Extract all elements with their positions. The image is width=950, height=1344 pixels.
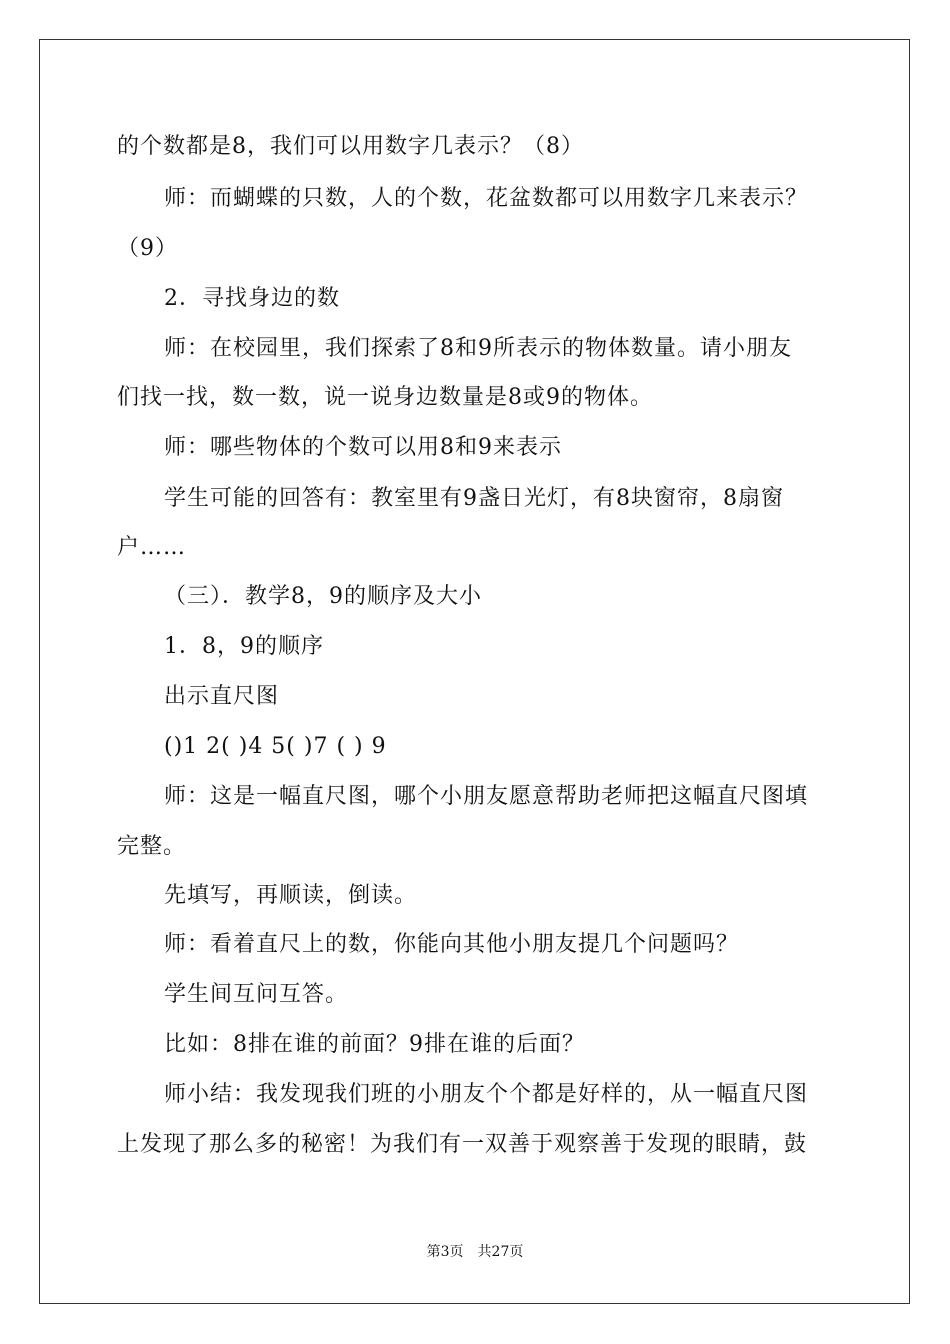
text-line: 1．8，9的顺序 bbox=[164, 634, 324, 659]
text-line: 师：看着直尺上的数，你能向其他小朋友提几个问题吗？ bbox=[164, 932, 740, 957]
text-line: 比如：8排在谁的前面？9排在谁的后面？ bbox=[164, 1032, 585, 1057]
total-pages: 共27页 bbox=[477, 1244, 524, 1260]
page-border bbox=[39, 39, 910, 1304]
text-line: ()1 2( )4 5( )7 ( ) 9 bbox=[164, 734, 387, 759]
text-line: 出示直尺图 bbox=[164, 684, 280, 709]
text-line: 先填写，再顺读，倒读。 bbox=[164, 883, 418, 908]
text-line: 师：在校园里，我们探索了8和9所表示的物体数量。请小朋友 bbox=[164, 336, 792, 361]
text-line: （三）．教学8，9的顺序及大小 bbox=[164, 584, 482, 609]
text-line: （9） bbox=[117, 236, 178, 261]
text-line: 完整。 bbox=[117, 834, 187, 859]
text-line: 师：这是一幅直尺图，哪个小朋友愿意帮助老师把这幅直尺图填 bbox=[164, 784, 809, 809]
page-number: 第3页 bbox=[426, 1244, 464, 1260]
text-line: 2．寻找身边的数 bbox=[164, 286, 340, 311]
text-line: 户…… bbox=[117, 535, 187, 560]
text-line: 的个数都是8，我们可以用数字几表示？（8） bbox=[117, 134, 584, 159]
text-line: 师小结：我发现我们班的小朋友个个都是好样的，从一幅直尺图 bbox=[164, 1082, 809, 1107]
text-line: 师：而蝴蝶的只数，人的个数，花盆数都可以用数字几来表示？ bbox=[164, 186, 809, 211]
page-footer bbox=[0, 1243, 950, 1261]
text-line: 上发现了那么多的秘密！为我们有一双善于观察善于发现的眼睛，鼓 bbox=[117, 1132, 808, 1157]
text-line: 们找一找，数一数，说一说身边数量是8或9的物体。 bbox=[117, 385, 653, 410]
text-line: 学生可能的回答有：教室里有9盏日光灯，有8块窗帘，8扇窗 bbox=[164, 486, 784, 511]
text-line: 学生间互问互答。 bbox=[164, 982, 349, 1007]
text-line: 师：哪些物体的个数可以用8和9来表示 bbox=[164, 435, 562, 460]
